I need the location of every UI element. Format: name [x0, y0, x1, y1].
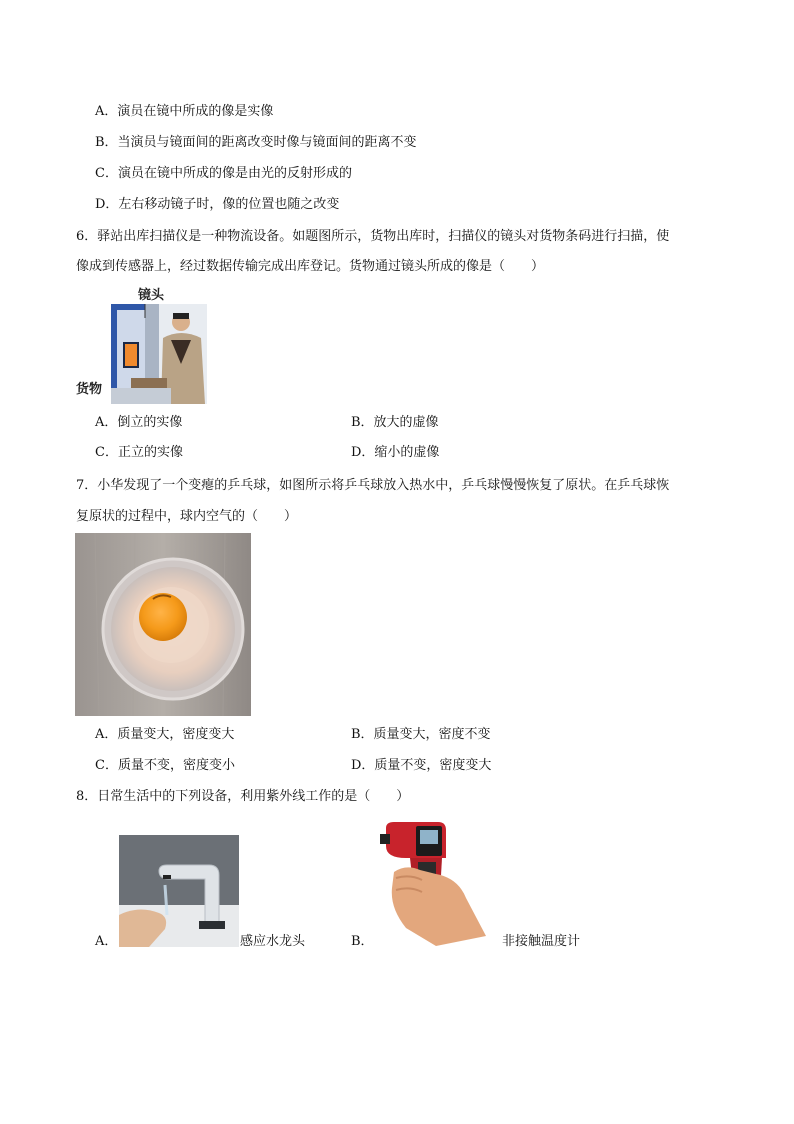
q8-option-b-text: 非接触温度计 — [502, 934, 581, 949]
pingpong-photo — [75, 533, 251, 716]
figure-label-goods: 货物 — [76, 382, 103, 397]
q7-stem-line1: 7．小华发现了一个变瘪的乒乓球，如图所示将乒乓球放入热水中，乒乓球慢慢恢复了原状。在乒乓球恢 — [76, 478, 670, 493]
q7-option-b: B．质量变大，密度不变 — [351, 727, 491, 742]
q5-option-d: D．左右移动镜子时，像的位置也随之改变 — [95, 197, 340, 212]
q5-option-a: A．演员在镜中所成的像是实像 — [95, 104, 274, 119]
q7-option-a: A．质量变大，密度变大 — [95, 727, 235, 742]
q5-option-b: B．当演员与镜面间的距离改变时像与镜面间的距离不变 — [95, 135, 417, 150]
q7-option-c: C．质量不变，密度变小 — [95, 758, 235, 773]
q8-option-a-letter: A． — [95, 934, 118, 949]
q6-option-d: D．缩小的虚像 — [351, 445, 440, 460]
q6-stem-line2: 像成到传感器上，经过数据传输完成出库登记。货物通过镜头所成的像是（ ） — [76, 259, 545, 274]
q8-option-b-letter: B． — [351, 934, 374, 949]
q7-option-d: D．质量不变，密度变大 — [351, 758, 492, 773]
q5-option-c: C．演员在镜中所成的像是由光的反射形成的 — [95, 166, 352, 181]
q6-option-c: C．正立的实像 — [95, 445, 183, 460]
q7-stem-line2: 复原状的过程中，球内空气的（ ） — [76, 509, 298, 524]
sensor-faucet-photo — [119, 835, 239, 947]
q6-option-b: B．放大的虚像 — [351, 415, 439, 430]
infrared-thermometer-photo — [376, 818, 502, 946]
q8-stem: 8．日常生活中的下列设备，利用紫外线工作的是（ ） — [76, 789, 410, 804]
scanner-photo — [111, 304, 207, 404]
figure-label-lens: 镜头 — [138, 288, 165, 303]
q8-option-a-text: 感应水龙头 — [240, 934, 306, 949]
q6-option-a: A．倒立的实像 — [95, 415, 183, 430]
q6-stem-line1: 6．驿站出库扫描仪是一种物流设备。如题图所示，货物出库时，扫描仪的镜头对货物条码进行扫描，使 — [76, 229, 670, 244]
